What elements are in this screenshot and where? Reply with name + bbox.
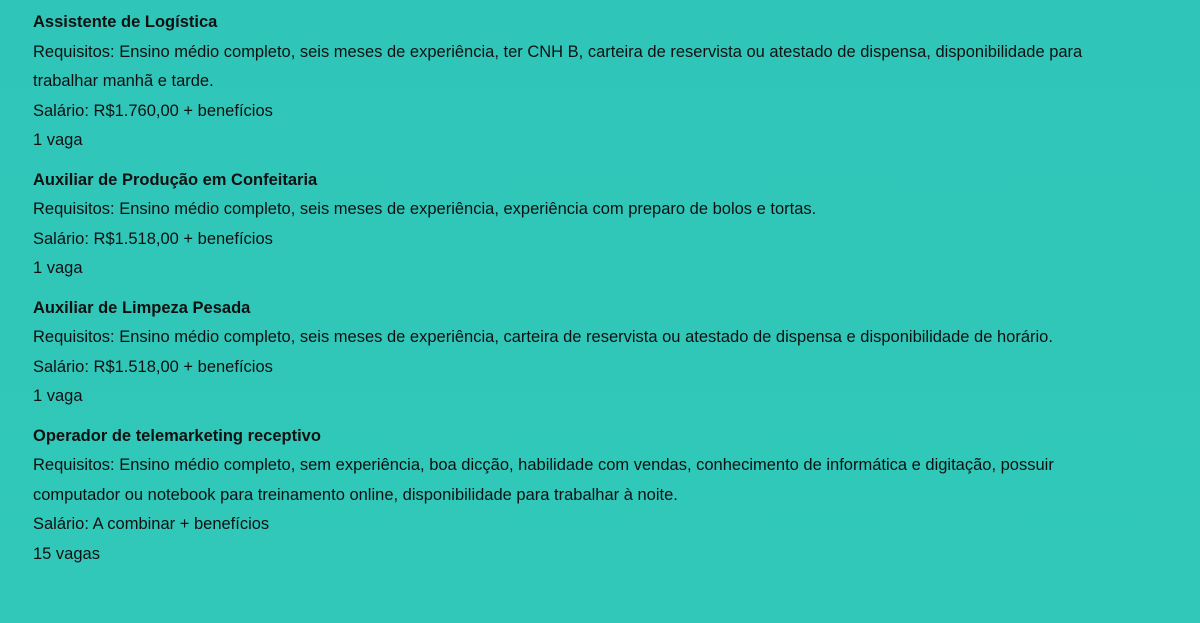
job-entry-operador-telemarketing: [33, 422, 1153, 570]
job-entry-auxiliar-confeitaria: [33, 166, 1153, 284]
job-entry-assistente-logistica: [33, 8, 1153, 156]
job-entry-auxiliar-limpeza: [33, 294, 1153, 412]
job-salary: Salário: A combinar + benefícios: [33, 515, 270, 533]
job-requirements: Requisitos: Ensino médio completo, seis meses de experiência, experiência com preparo de bolos e tortas.: [33, 200, 817, 218]
job-openings: 1 vaga: [33, 131, 83, 149]
job-requirements: Requisitos: Ensino médio completo, seis meses de experiência, ter CNH B, carteira de reservista ou atestado de dispensa, disponibilidade para trabalhar manhã e tarde.: [33, 42, 1083, 90]
job-openings: 1 vaga: [33, 387, 83, 405]
job-salary: Salário: R$1.518,00 + benefícios: [33, 357, 273, 376]
job-salary: Salário: R$1.518,00 + benefícios: [33, 229, 273, 248]
job-openings: 1 vaga: [33, 259, 83, 277]
job-title: Operador de telemarketing receptivo: [33, 426, 321, 445]
job-title: Auxiliar de Produção em Confeitaria: [33, 170, 318, 189]
job-listing: [33, 8, 1153, 579]
job-requirements: Requisitos: Ensino médio completo, sem experiência, boa dicção, habilidade com vendas, conhecimento de informática e digitação, possuir computador ou notebook para treinamento online, disponibilidade para trabalhar à noite.: [33, 456, 1054, 504]
job-title: Assistente de Logística: [33, 13, 218, 31]
job-salary: Salário: R$1.760,00 + benefícios: [33, 101, 273, 120]
job-title: Auxiliar de Limpeza Pesada: [33, 298, 251, 317]
job-requirements: Requisitos: Ensino médio completo, seis meses de experiência, carteira de reservista ou atestado de dispensa e disponibilidade de horário.: [33, 328, 1053, 346]
job-openings: 15 vagas: [33, 544, 100, 563]
